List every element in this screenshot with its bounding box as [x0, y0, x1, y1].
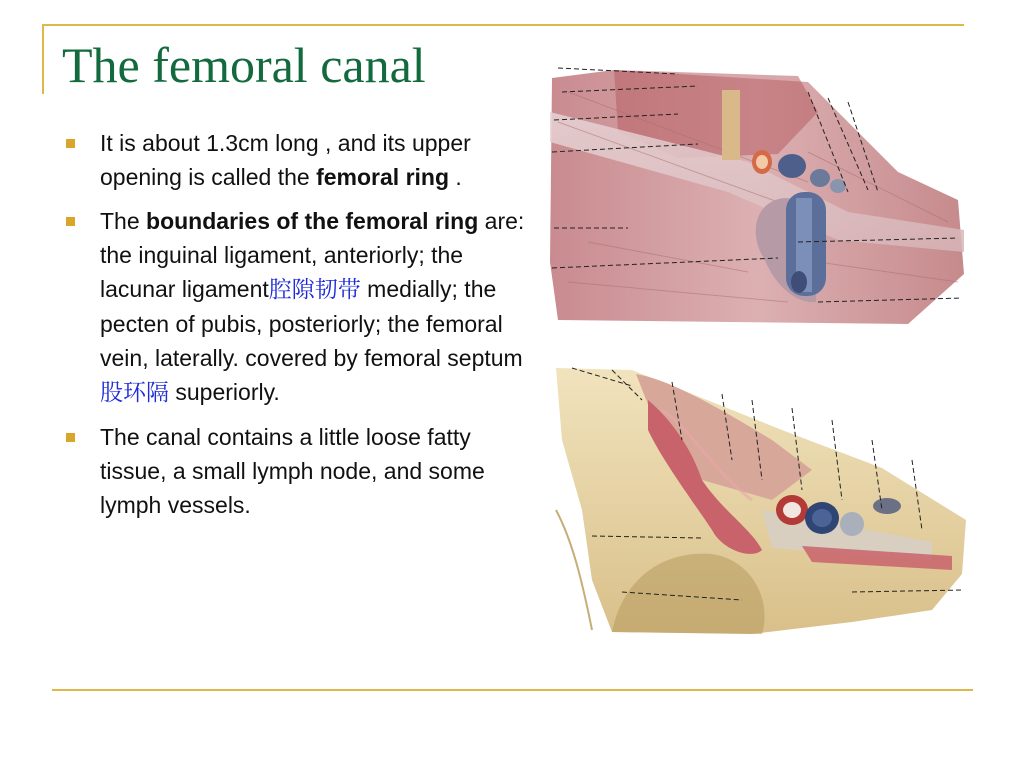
sectional-view-femoral-canal-illustration — [552, 360, 972, 636]
bullet-text: are: the inguinal ligament, anteriorly; the lacunar ligament — [100, 208, 525, 302]
bullet-bold-term: femoral ring — [316, 164, 450, 190]
left-accent-line — [42, 24, 44, 94]
bullet-text: medially; the pecten of pubis, posteriorly; the femoral vein, laterally. covered by femoral septum — [100, 276, 523, 371]
bullet-length — [62, 126, 532, 194]
top-accent-line — [42, 24, 964, 26]
bullet-boundaries — [62, 204, 532, 410]
bullet-text: The — [100, 208, 147, 234]
bullet-text: The canal contains a little loose fatty tissue, a small lymph node, and some lymph vessels. — [100, 424, 485, 518]
bullet-marker — [66, 217, 75, 226]
bullet-text: . — [449, 164, 462, 190]
bullet-contents — [62, 420, 532, 522]
anterior-view-femoral-canal-illustration — [548, 62, 968, 328]
bullet-text: It is about 1.3cm long , and its upper opening is called the — [100, 130, 471, 190]
chinese-term-femoral-septum: 股环隔 — [100, 380, 169, 406]
chinese-term-lacunar-ligament: 腔隙韧带 — [268, 277, 361, 303]
bullet-bold-term: boundaries of the femoral ring — [146, 208, 479, 234]
bottom-accent-line — [52, 689, 973, 691]
bullet-text: superiorly. — [169, 379, 280, 405]
bullet-list — [62, 126, 532, 532]
bullet-marker — [66, 139, 75, 148]
slide-title: The femoral canal — [62, 37, 426, 93]
bullet-marker — [66, 433, 75, 442]
